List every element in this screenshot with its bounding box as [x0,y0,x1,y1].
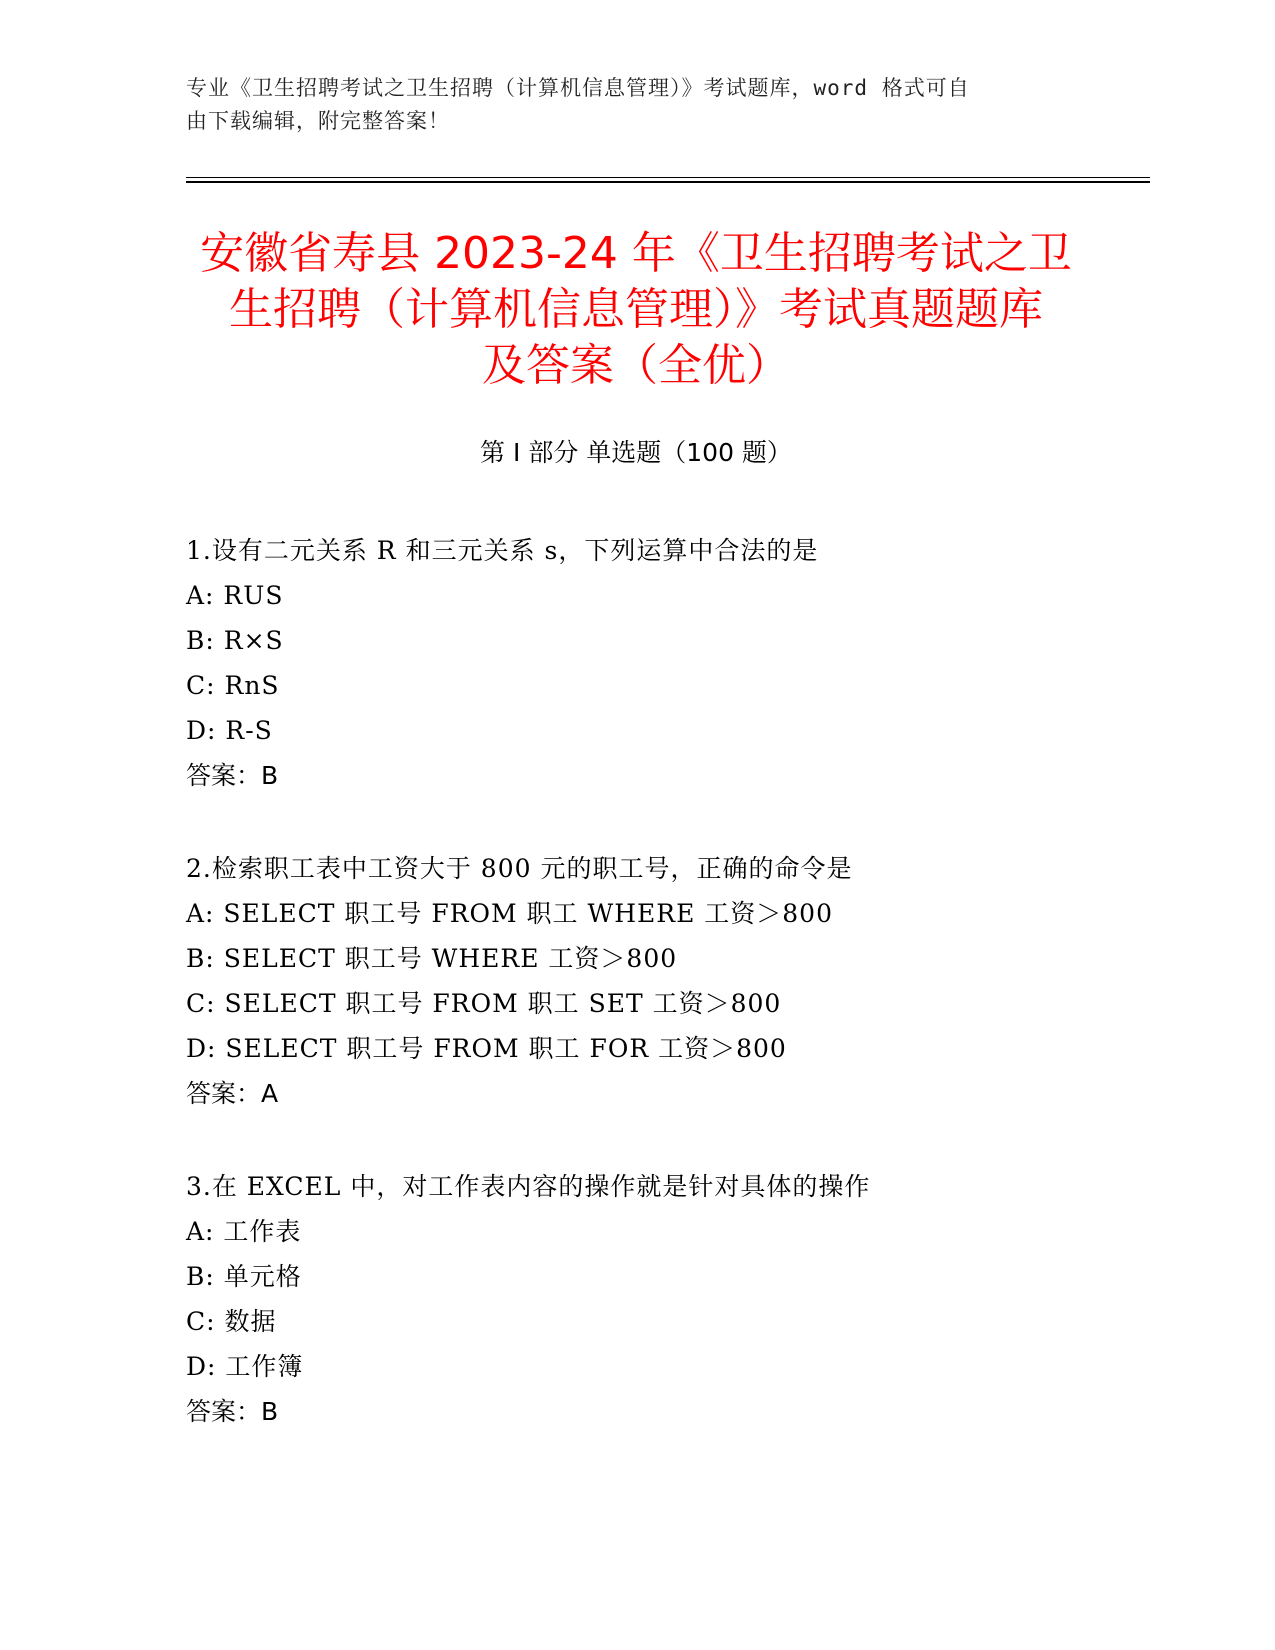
option-d: D: 工作簿 [186,1352,304,1381]
option-a: A: SELECT 职工号 FROM 职工 WHERE 工资＞800 [186,899,833,928]
option-b: B: SELECT 职工号 WHERE 工资＞800 [186,944,678,973]
document-title-line-3: 及答案（全优） [482,340,790,391]
question-stem: 3.在 EXCEL 中，对工作表内容的操作就是针对具体的操作 [186,1172,871,1201]
answer: 答案：B [186,761,279,790]
question-3 [186,1164,1146,1434]
section-title: 第 I 部分 单选题（100 题） [480,438,792,467]
question-1 [186,528,1146,798]
document-title [186,226,1086,394]
question-list [186,528,1146,1482]
header-note [186,72,1086,138]
option-c: C: SELECT 职工号 FROM 职工 SET 工资＞800 [186,989,782,1018]
header-divider-thick [186,181,1150,183]
answer: 答案：A [186,1079,279,1108]
answer: 答案：B [186,1397,279,1426]
option-b: B: R×S [186,626,284,655]
option-b: B: 单元格 [186,1262,302,1291]
question-stem: 1.设有二元关系 R 和三元关系 s，下列运算中合法的是 [186,536,819,565]
header-divider-thin [186,177,1150,178]
option-a: A: RUS [186,581,284,610]
option-d: D: SELECT 职工号 FROM 职工 FOR 工资＞800 [186,1034,787,1063]
option-d: D: R-S [186,716,273,745]
question-2 [186,846,1146,1116]
option-c: C: RnS [186,671,280,700]
option-a: A: 工作表 [186,1217,302,1246]
option-c: C: 数据 [186,1307,277,1336]
header-note-line-2: 由下载编辑，附完整答案！ [186,109,450,133]
header-note-line-1: 专业《卫生招聘考试之卫生招聘（计算机信息管理）》考试题库，word 格式可自 [186,76,970,100]
question-stem: 2.检索职工表中工资大于 800 元的职工号，正确的命令是 [186,854,853,883]
document-title-line-1: 安徽省寿县 2023-24 年《卫生招聘考试之卫 [200,228,1072,279]
document-title-line-2: 生招聘（计算机信息管理）》考试真题题库 [229,284,1043,335]
